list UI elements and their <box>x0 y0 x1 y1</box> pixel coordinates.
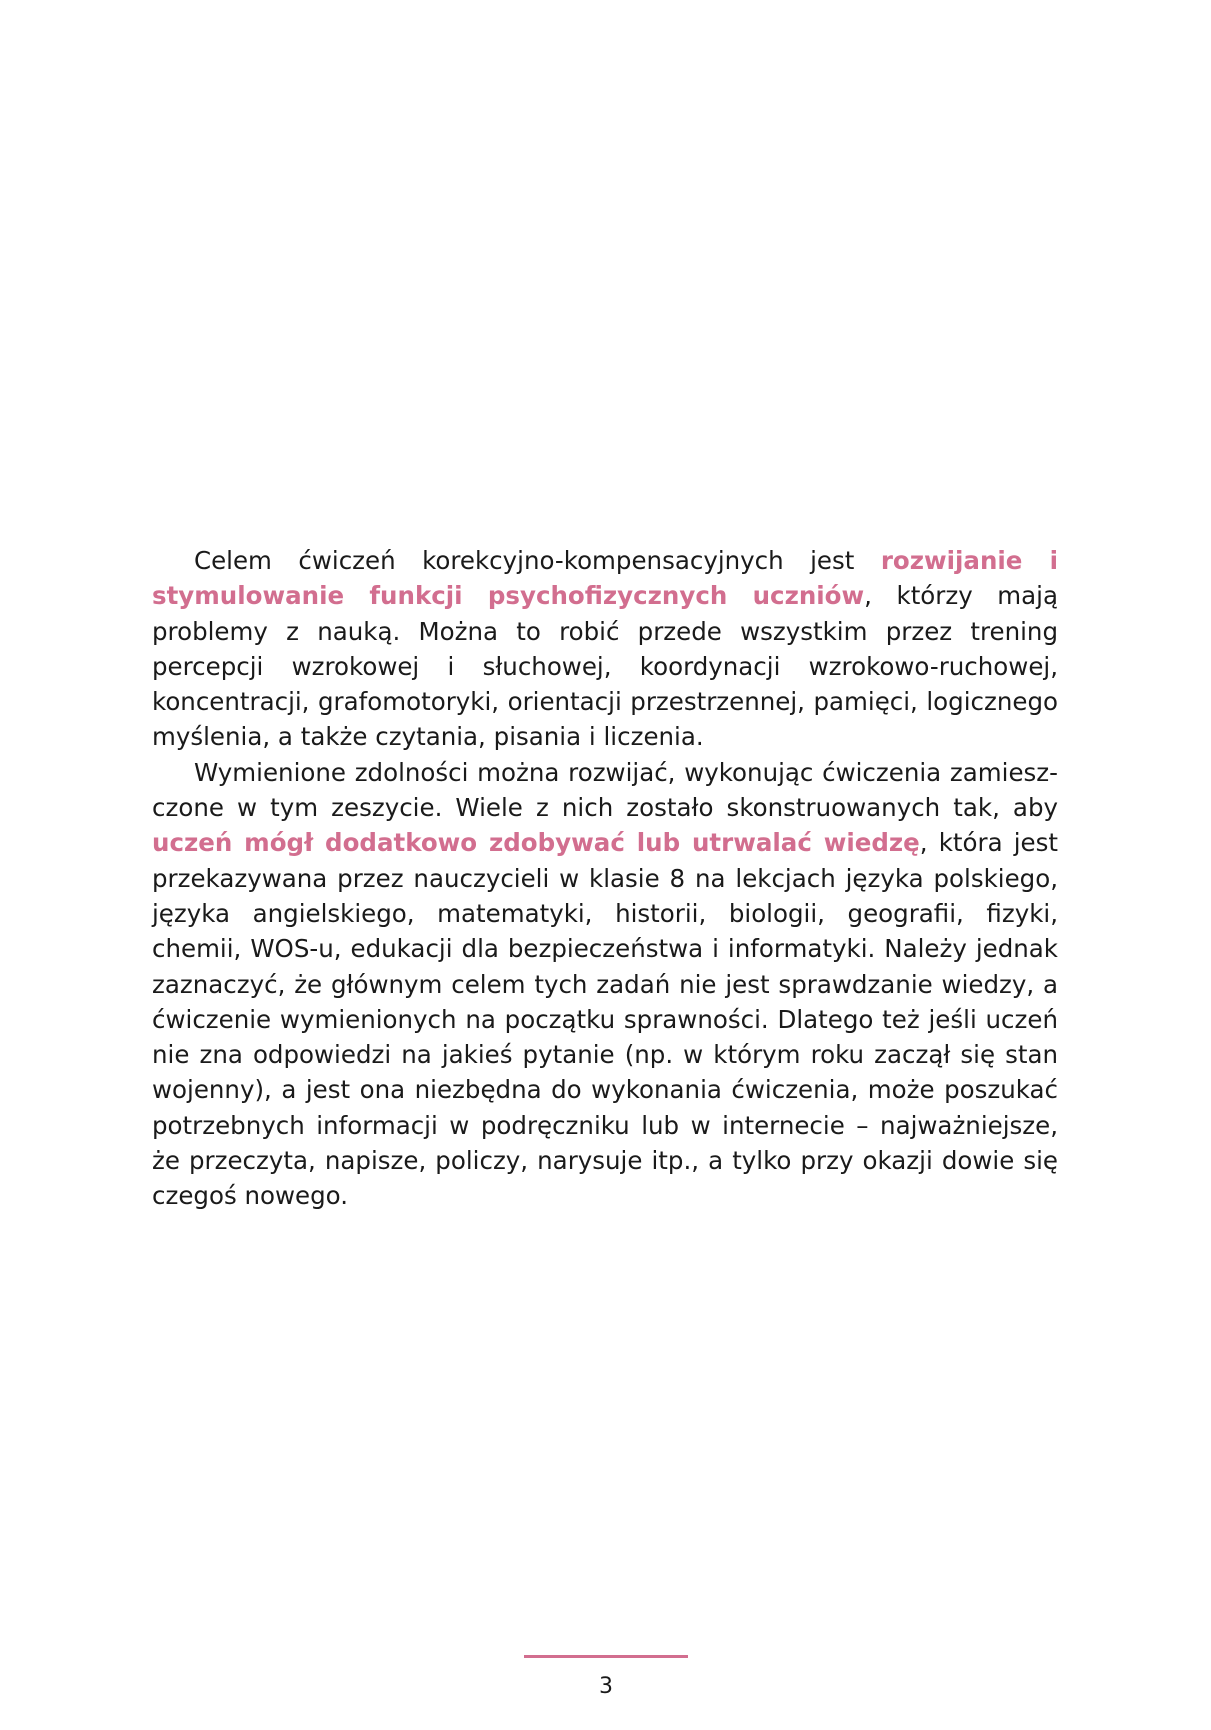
paragraph-2 <box>152 755 1058 1214</box>
paragraph-2-text-end: , która jest przekazywana przez nauczycieli w klasie 8 na lekcjach języka polskiego, języka angielskiego, matematyki, historii, biologii, geografii, fizyki, chemii, WOS-u, edukacji dla bezpieczeństwa i informatyki. Należy jednak zaznaczyć, że głównym celem tych zadań nie jest sprawdzanie wiedzy, a ćwiczenie wymienionych na początku sprawności. Dlatego też jeśli uczeń nie zna odpowiedzi na jakieś pytanie (np. w którym roku zaczął się stan wojenny), a jest ona niezbędna do wykonania ćwiczenia, może poszukać potrzebnych informacji w podręczniku lub w internecie – najważniejsze, że przeczyta, napisze, policzy, narysuje itp., a tylko przy okazji dowie się czegoś nowego. <box>152 828 1058 1211</box>
paragraph-2-highlight: uczeń mógł dodatkowo zdobywać lub utrwalać wiedzę <box>152 828 920 858</box>
paragraph-2-text-start: Wymienione zdolności można rozwijać, wykonując ćwiczenia zamieszczone w tym zeszycie. Wiele z nich zostało skonstruowanych tak, aby <box>152 757 1058 823</box>
footer-divider <box>524 1655 688 1658</box>
page-number: 3 <box>599 1674 613 1699</box>
body-text <box>152 543 1058 1214</box>
paragraph-1 <box>152 543 1058 755</box>
paragraph-1-text-start: Celem ćwiczeń korekcyjno-kompensacyjnych jest <box>194 546 881 575</box>
paragraph-1-highlight: rozwijanie i stymulowanie funkcji psychofizycznych uczniów <box>152 546 1058 611</box>
paragraph-1-text-end: , którzy mają problemy z nauką. Można to robić przede wszystkim przez trening percepcji wzrokowej i słuchowej, koordynacji wzrokowo-ruchowej, koncentracji, grafomotoryki, orientacji przestrzennej, pamięci, logicznego myślenia, a także czytania, pisania i liczenia. <box>152 581 1058 752</box>
